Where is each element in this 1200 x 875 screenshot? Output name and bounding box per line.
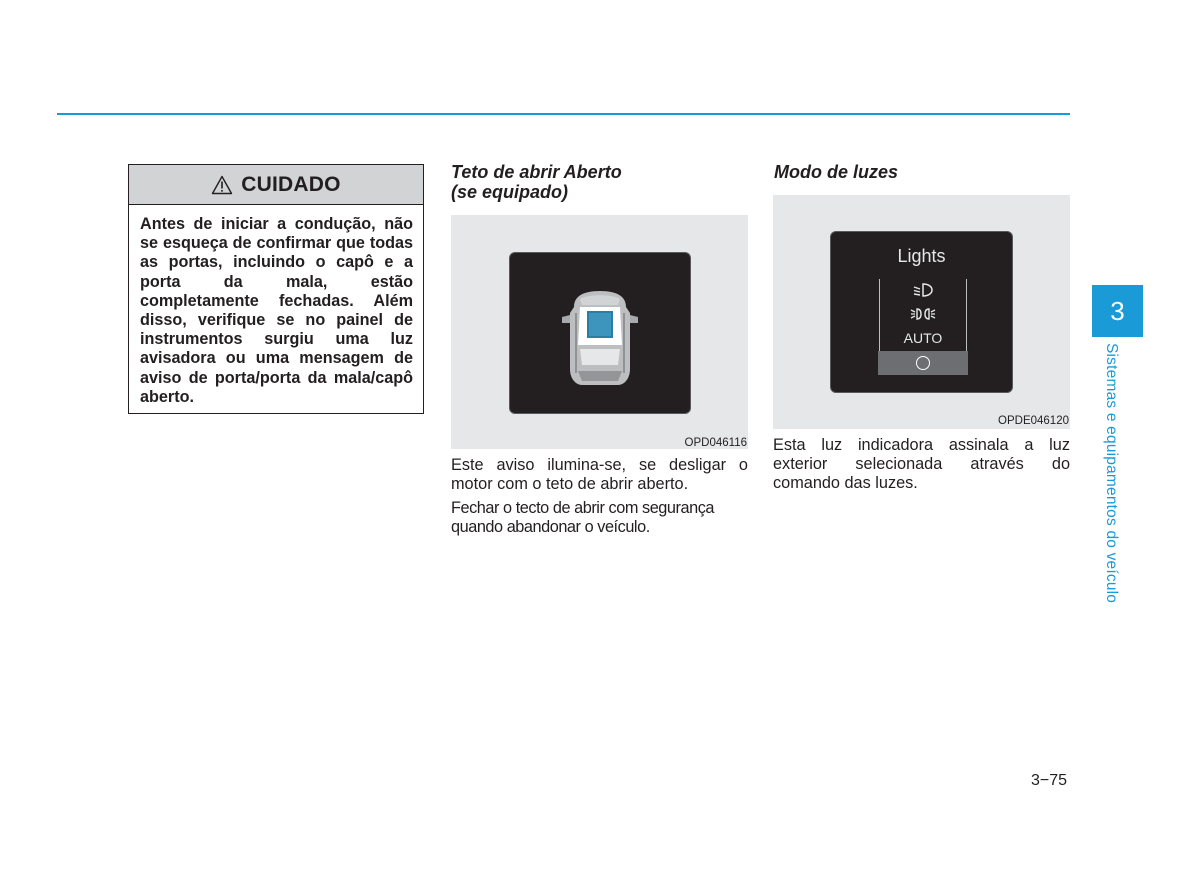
car-sunroof-open-icon xyxy=(510,253,690,413)
sunroof-display xyxy=(509,252,691,414)
caution-text: Antes de iniciar a condução, não se esqueça de confirmar que todas as portas, incluindo o capô e a porta da mala, estão completamente fechadas. Além disso, verifique se no painel de instrumentos surgiu uma luz avisadora ou uma mensagem de aviso de porta/porta da mala/capô aberto. xyxy=(140,215,413,406)
side-lamp-icon xyxy=(880,305,966,325)
sunroof-figure-code: OPD046116 xyxy=(684,437,747,449)
lights-figure xyxy=(773,195,1070,429)
sunroof-paragraph-2: Fechar o tecto de abrir com segurança quando abandonar o veículo. xyxy=(451,499,714,536)
warning-triangle-icon xyxy=(211,175,233,195)
sunroof-heading-line2: (se equipado) xyxy=(451,182,569,202)
lights-mode-panel xyxy=(879,279,967,373)
chapter-title: Sistemas e equipamentos do veículo xyxy=(1103,343,1120,604)
caution-header xyxy=(129,165,423,205)
lights-paragraph: Esta luz indicadora assinala a luz exterior selecionada através do comando das luzes. xyxy=(773,436,1070,492)
lights-display xyxy=(830,231,1013,393)
low-beam-icon xyxy=(880,281,966,301)
sunroof-heading xyxy=(451,162,748,202)
caution-title: CUIDADO xyxy=(241,172,341,196)
header-rule xyxy=(57,113,1070,115)
auto-label: AUTO xyxy=(903,330,943,346)
lights-figure-code: OPDE046120 xyxy=(998,415,1069,427)
sunroof-heading-line1: Teto de abrir Aberto xyxy=(451,162,622,182)
off-icon xyxy=(916,356,930,370)
page-number: 3−75 xyxy=(1031,772,1068,789)
chapter-number: 3 xyxy=(1110,295,1125,326)
lights-screen-title: Lights xyxy=(897,246,946,266)
sunroof-paragraph-1: Este aviso ilumina-se, se desligar o motor com o teto de abrir aberto. xyxy=(451,456,748,493)
chapter-tab xyxy=(1092,285,1143,337)
sunroof-figure xyxy=(451,215,748,449)
lights-heading: Modo de luzes xyxy=(774,162,899,182)
off-option-selected xyxy=(878,351,968,375)
caution-box xyxy=(128,164,424,414)
